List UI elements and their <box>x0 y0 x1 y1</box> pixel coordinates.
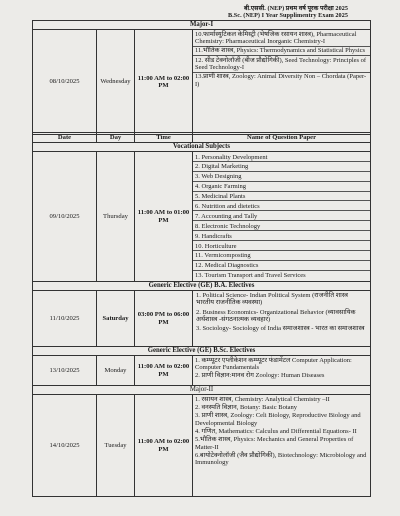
exam-time: 11:00 AM to 02:00 PM <box>135 395 193 497</box>
paper-item: 13.प्राणी शास्त्र, Zoology: Animal Diversity Non – Chordata (Paper-I) <box>195 73 367 88</box>
paper-list <box>193 356 371 386</box>
exam-date: 11/10/2025 <box>33 291 97 347</box>
exam-date: 08/10/2025 <box>33 30 97 135</box>
paper-item: 4. गणित, Mathematics: Calculus and Differential Equations- II <box>195 427 357 435</box>
paper-item: 3. Sociology- Sociology of India समाजशास्त्र - भारत का समाजशास्त्र <box>196 325 365 333</box>
major-1-table <box>32 20 371 135</box>
paper-list <box>193 395 371 497</box>
paper-item: 13. Tourism Transport and Travel Services <box>195 272 306 280</box>
exam-date: 09/10/2025 <box>33 152 97 282</box>
paper-item: 1. Personality Development <box>193 152 370 162</box>
paper-item: 2. वनस्पति विज्ञान, Botany: Basic Botany <box>195 403 298 411</box>
exam-title-english: B.Sc. (NEP) I Year Supplimentry Exam 2025 <box>228 12 348 19</box>
column-header-day: Day <box>97 133 135 143</box>
exam-date: 14/10/2025 <box>33 395 97 497</box>
paper-item: 10. Horticulture <box>193 241 370 251</box>
section-heading: Generic Elective (GE) B.Sc. Electives <box>33 347 371 356</box>
section-heading: Major-I <box>33 21 371 30</box>
paper-item: 5. Medicinal Plants <box>193 192 370 202</box>
paper-item: 12. Medical Diagnostics <box>193 261 370 271</box>
paper-item: 7. Accounting and Tally <box>193 211 370 221</box>
paper-item: 8. Electronic Technology <box>193 221 370 231</box>
exam-day: Monday <box>97 356 135 386</box>
paper-list <box>193 30 371 135</box>
section-heading: Generic Elective (GE) B.A. Electives <box>33 282 371 291</box>
column-header-date: Date <box>33 133 97 143</box>
exam-title-hindi: बी.एससी. (NEP) प्रथम वर्ष पूरक परीक्षा 2025 <box>243 5 348 12</box>
paper-item: 6. Nutrition and dietetics <box>193 201 370 211</box>
paper-item: 6.बायोटेक्नोलॉजी (जैव प्रौद्योगिकी), Biotechnology: Microbiology and Immunology <box>195 451 367 467</box>
paper-item: 1. कम्प्यूटर एप्लीकेशन कम्प्यूटर फंडामेंटल Computer Application: Computer Fundamentals <box>195 356 352 371</box>
exam-date: 13/10/2025 <box>33 356 97 386</box>
section-heading: Vocational Subjects <box>33 143 371 152</box>
paper-item: 11.भौतिक शास्त्र, Physics: Thermodynamics and Statistical Physics <box>193 47 370 56</box>
exam-time: 11:00 AM to 02:00 PM <box>135 30 193 135</box>
paper-item: 1. Political Science- Indian Political System (राजनीति शास्त्र भारतीय राजनीतिक व्यवस्था) <box>196 292 348 307</box>
paper-item: 12. सीड टेक्नोलॉजी (बीज प्रौद्योगिकी), Seed Technology: Principles of Seed Technology-I <box>193 56 370 73</box>
paper-item: 10.फार्मास्युटिकल केमिस्ट्री (भेषजिक रसायन शास्त्र), Pharmaceutical Chemistry: Pharmaceutical Inorganic Chemistry-I <box>193 30 370 47</box>
column-header-time: Time <box>135 133 193 143</box>
paper-item: 2. Digital Marketing <box>193 162 370 172</box>
exam-day: Thursday <box>97 152 135 282</box>
exam-time: 11:00 AM to 01:00 PM <box>135 152 193 282</box>
exam-time: 03:00 PM to 06:00 PM <box>135 291 193 347</box>
exam-day: Tuesday <box>97 395 135 497</box>
paper-item: 9. Handicrafts <box>193 231 370 241</box>
column-header-paper: Name of Question Paper <box>193 133 371 143</box>
paper-item: 5.भौतिक शास्त्र, Physics: Mechanics and General Properties of Matter-II <box>195 436 354 451</box>
section-heading: Major-II <box>33 386 371 395</box>
paper-item: 1. रसायन शास्त्र, Chemistry: Analytical Chemistry –II <box>195 395 330 403</box>
exam-day: Saturday <box>97 291 135 347</box>
exam-schedule-table <box>32 132 371 497</box>
paper-item: 3. Web Designing <box>193 172 370 182</box>
paper-item: 4. Organic Farming <box>193 182 370 192</box>
paper-list <box>193 152 371 282</box>
exam-day: Wednesday <box>97 30 135 135</box>
exam-time: 11:00 AM to 02:00 PM <box>135 356 193 386</box>
paper-list <box>193 291 371 347</box>
paper-item: 11. Vermicomposting <box>193 251 370 261</box>
paper-item: 3. प्राणी शास्त्र, Zoology: Celi Biology, Reproductive Biology and Developmental Biology <box>195 412 361 427</box>
paper-item: 2. प्राणी विज्ञान:मानव रोग Zoology: Human Diseases <box>195 372 325 380</box>
paper-item: 2. Business Economics- Organizational Behavior (व्यावसायिक अर्थशास्त्र -संगठनात्मक व्यवहार) <box>196 308 356 324</box>
